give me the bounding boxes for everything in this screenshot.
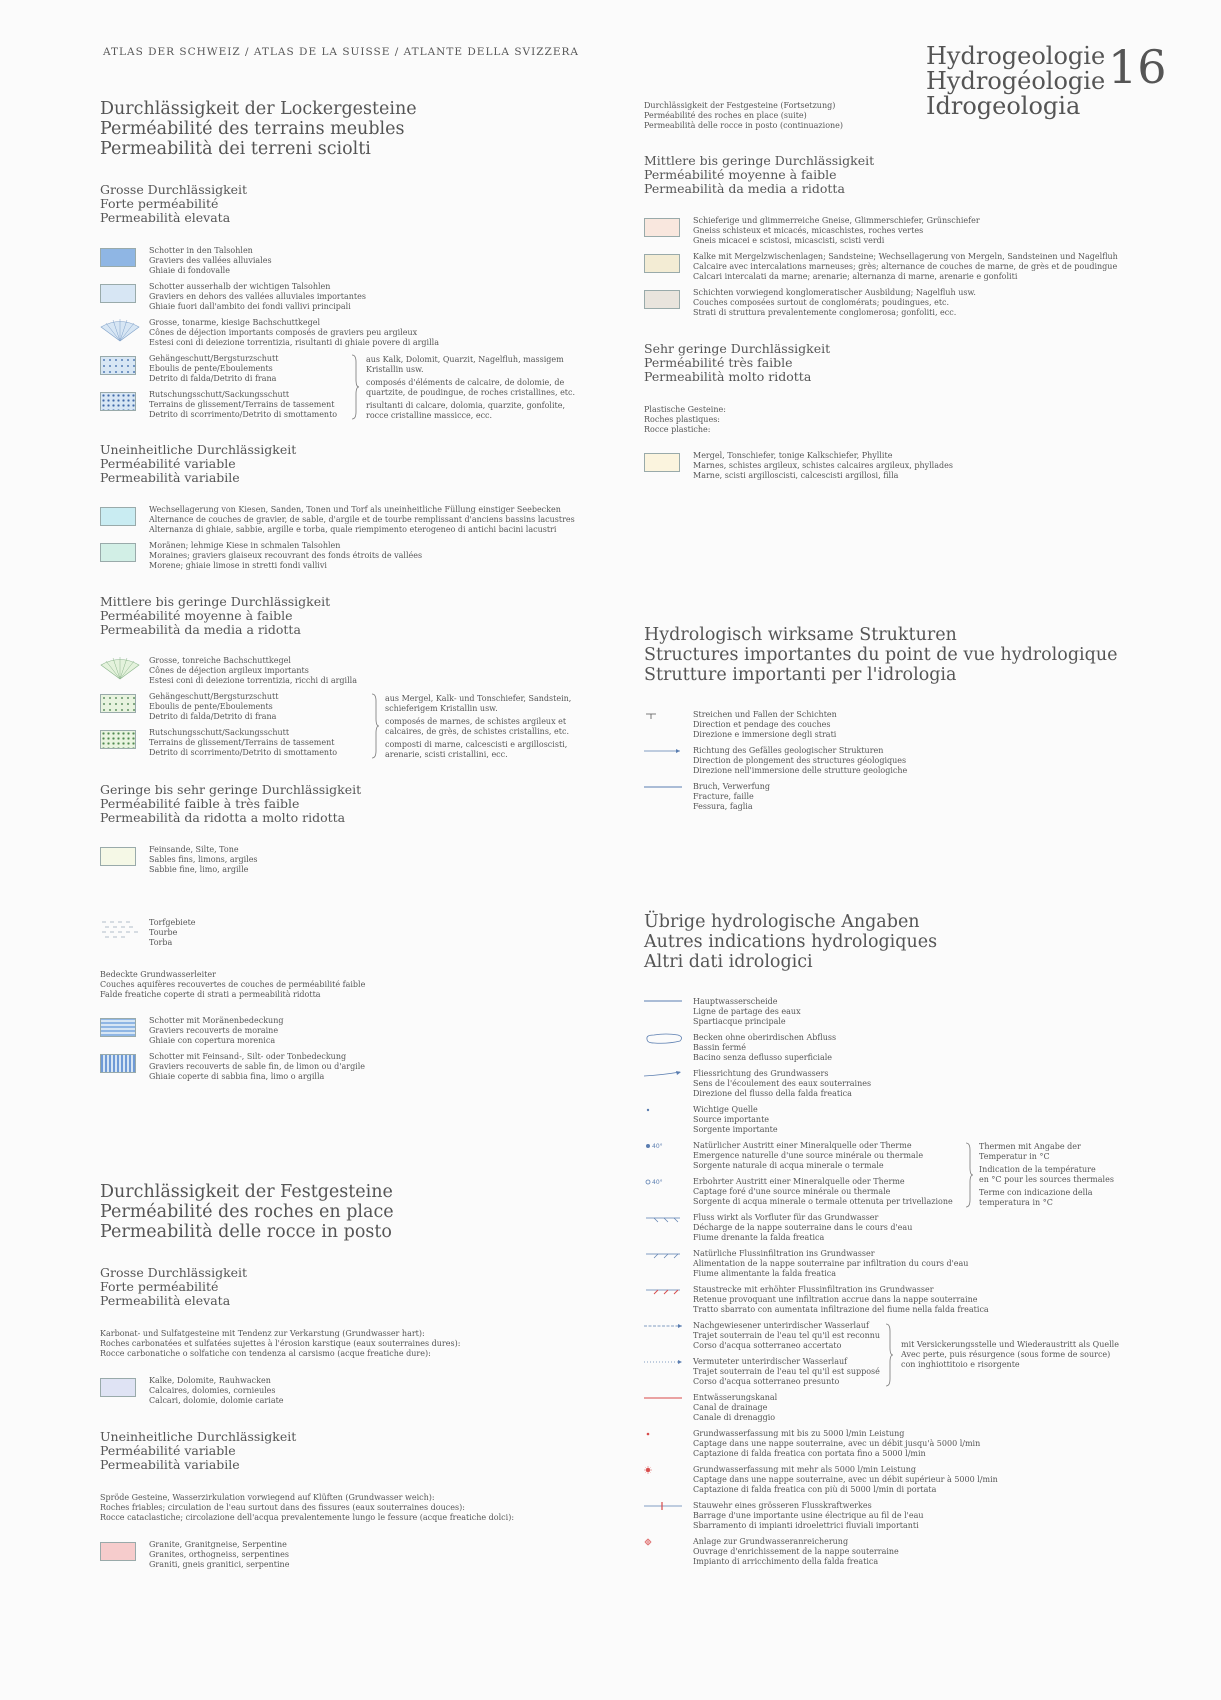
legend-swatch <box>644 453 680 472</box>
brace-text: aus Kalk, Dolomit, Quarzit, Nagelfluh, massigem Kristallin usw. composés d'éléments de calcaire, de dolomie, de quartzite, de poudingue, de roches cristallines, etc. risultanti di calcare, dolomia, quarzite, gonfolite, rocce cristalline massicce, ecc. <box>366 355 576 420</box>
heading-festgesteine: Durchlässigkeit der Festgesteine Perméabilité des roches en place Permeabilità delle rocce in posto <box>100 1182 394 1242</box>
drilled-spring-icon <box>644 1177 684 1201</box>
title-de: Hydrogeologie <box>926 42 1106 70</box>
heading-uneinheitlich-locker: Uneinheitliche Durchlässigkeit Perméabilité variable Permeabilità variabile <box>100 442 297 485</box>
legend-swatch <box>644 290 680 309</box>
well-small-icon <box>644 1429 684 1453</box>
heading-line: Grosse Durchlässigkeit <box>100 182 248 197</box>
spring-icon <box>644 1105 684 1129</box>
heading-uebrige: Übrige hydrologische Angaben Autres indications hydrologiques Altri dati idrologici <box>644 912 938 972</box>
page-number: 16 <box>1108 40 1167 94</box>
versickerung-text: mit Versickerungsstelle und Wiederaustritt als Quelle Avec perte, puis résurgence (sous forme de source) con inghiottitoio e risorgente <box>901 1340 1119 1369</box>
heading-geringe-locker: Geringe bis sehr geringe Durchlässigkeit Perméabilité faible à très faible Permeabilità da ridotta a molto ridotta <box>100 782 362 825</box>
legend-swatch <box>100 392 136 411</box>
well-large-icon <box>644 1465 684 1489</box>
legend-swatch <box>100 847 136 866</box>
drainage-canal-icon <box>644 1393 684 1417</box>
legend-swatch <box>644 254 680 273</box>
river-infiltration-icon <box>644 1249 684 1273</box>
fan-symbol-icon <box>100 656 140 680</box>
legend-swatch <box>100 248 136 267</box>
watershed-line-icon <box>644 997 684 1021</box>
note-karbonat: Karbonat- und Sulfatgesteine mit Tendenz zur Verkarstung (Grundwasser hart): Roches carbonatées et sulfatées sujettes à l'érosion karstique (eaux souterraines dures): Rocce carbonatiche o solfatiche con tendenza al carsismo (acque freatiche dure): <box>100 1329 461 1358</box>
peat-symbol-icon <box>100 918 140 942</box>
heading-line: Permeabilità dei terreni sciolti <box>100 139 371 159</box>
strike-dip-icon <box>644 710 684 734</box>
legend-swatch <box>100 1054 136 1073</box>
svg-text:40°: 40° <box>652 1143 663 1150</box>
reservoir-infiltration-icon <box>644 1285 684 1309</box>
flow-direction-icon <box>644 1069 684 1093</box>
legend-swatch <box>644 218 680 237</box>
note-plastische: Plastische Gesteine: Roches plastiques: Rocce plastiche: <box>644 405 726 434</box>
atlas-title: ATLAS DER SCHWEIZ / ATLAS DE LA SUISSE / ATLANTE DELLA SVIZZERA <box>103 46 579 58</box>
heading-lockergesteine <box>100 99 417 159</box>
heading-grosse-locker <box>100 183 247 225</box>
heading-line: Permeabilità elevata <box>100 210 231 225</box>
underground-flow-assumed-icon <box>644 1357 684 1381</box>
weir-icon <box>644 1501 684 1525</box>
arrow-right-icon <box>644 746 684 770</box>
recharge-plant-icon <box>644 1537 684 1561</box>
heading-mittlere-locker: Mittlere bis geringe Durchlässigkeit Perméabilité moyenne à faible Permeabilità da media a ridotta <box>100 594 331 637</box>
thermen-text: Thermen mit Angabe der Temperatur in °C Indication de la température en °C pour les sources thermales Terme con indicazione della temperatura in °C <box>979 1142 1114 1207</box>
heading-sehr-gering: Sehr geringe Durchlässigkeit Perméabilité très faible Permeabilità molto ridotta <box>644 341 831 384</box>
note-fest-cont: Durchlässigkeit der Festgesteine (Fortsetzung) Perméabilité des roches en place (suite) Permeabilità delle rocce in posto (continuazione) <box>644 101 844 130</box>
note-sproede: Spröde Gesteine, Wasserzirkulation vorwiegend auf Klüften (Grundwasser weich): Roches friables; circulation de l'eau surtout dans des fissures (eaux souterraines douces): Rocce cataclastiche; circolazione dell'acqua prevalentemente lungo le fessure (acque freatiche dolci): <box>100 1493 515 1522</box>
heading-mittlere-fest: Mittlere bis geringe Durchlässigkeit Perméabilité moyenne à faible Permeabilità da media a ridotta <box>644 153 875 196</box>
legend-swatch <box>100 1018 136 1037</box>
fault-line-icon <box>644 782 684 806</box>
heading-line: Forte perméabilité <box>100 196 219 211</box>
heading-grosse-fest: Grosse Durchlässigkeit Forte perméabilité Permeabilità elevata <box>100 1265 248 1308</box>
legend-swatch <box>100 1378 136 1397</box>
sheet-title <box>926 44 1105 119</box>
heading-line: Durchlässigkeit der Lockergesteine <box>100 99 417 119</box>
legend-swatch <box>100 507 136 526</box>
brace-text: aus Mergel, Kalk- und Tonschiefer, Sandstein, schieferigem Kristallin usw. composés de marnes, de schistes argileux et calcaires, de grès, de schistes cristallins, etc. composti di marne, calcescisti e argilloscisti, arenarie, scisti cristallini, ecc. <box>385 694 572 759</box>
legend-swatch <box>100 543 136 562</box>
legend-swatch <box>100 356 136 375</box>
brace-icon <box>370 693 380 759</box>
legend-swatch <box>100 694 136 713</box>
heading-uneinheitlich-fest: Uneinheitliche Durchlässigkeit Perméabilité variable Permeabilità variabile <box>100 1429 297 1472</box>
river-drain-icon <box>644 1213 684 1237</box>
brace-icon <box>350 354 360 420</box>
heading-strukturen: Hydrologisch wirksame Strukturen Structures importantes du point de vue hydrologique Strutture importanti per l'idrologia <box>644 625 1118 685</box>
svg-text:40°: 40° <box>652 1179 663 1186</box>
legend-swatch <box>100 730 136 749</box>
title-it: Idrogeologia <box>926 92 1081 120</box>
legend-swatch <box>100 284 136 303</box>
title-fr: Hydrogéologie <box>926 67 1106 95</box>
fan-symbol-icon <box>100 318 140 342</box>
brace-icon <box>884 1323 894 1387</box>
legend-swatch <box>100 1542 136 1561</box>
underground-flow-proven-icon <box>644 1321 684 1345</box>
closed-basin-icon <box>644 1033 684 1057</box>
thermal-spring-icon <box>644 1141 684 1165</box>
brace-icon <box>964 1142 974 1208</box>
note-bedeckte: Bedeckte Grundwasserleiter Couches aquifères recouvertes de couches de perméabilité faible Falde freatiche coperte di strati a permeabilità ridotta <box>100 970 366 999</box>
heading-line: Perméabilité des terrains meubles <box>100 119 405 139</box>
